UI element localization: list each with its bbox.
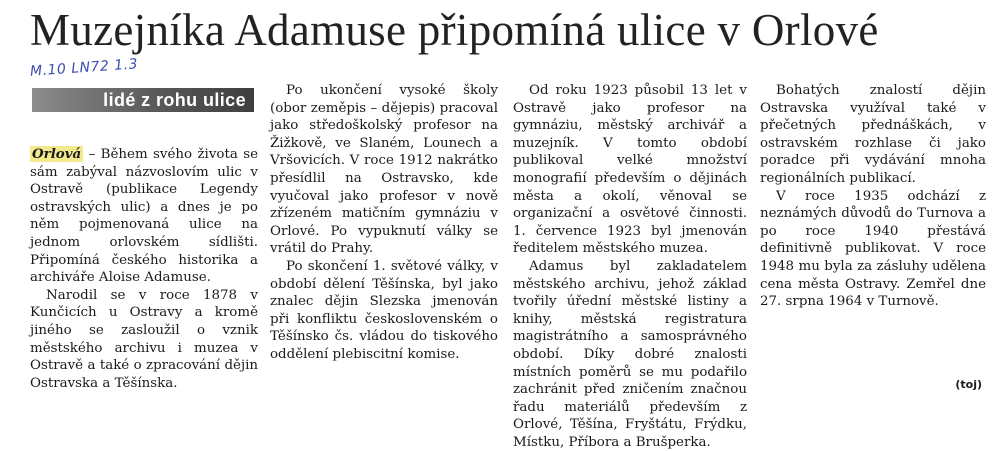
handwritten-note: M.10 LN72 1.3: [29, 56, 139, 80]
paragraph-birth: Narodil se v roce 1878 v Kunčicích u Ostravy a kromě jiného se zasloužil o vznik městského archivu i muzea v Ostravě a také o zpracování dějin Ostravska a Těšínska.: [30, 287, 258, 391]
section-rubric: lidé z rohu ulice: [32, 88, 254, 112]
lead-text: – Během svého života se sám zabýval názvoslovím ulic v Ostravě (publikace Legendy ostravských ulic) a dnes je po něm pojmenovaná ulice na jednom orlovském sídlišti. Připomíná českého historika a archiváře Aloise Adamuse.: [30, 147, 258, 286]
place-name: Orlová: [32, 146, 82, 162]
paragraph-archive: Adamus byl zakladatelem městského archivu, jehož základ tvořily úřední městské listiny a knihy, městská registratura magistrátního a samosprávného období. Díky dobré znalosti místních poměrů se mu podařilo zachránit před zničením značnou řadu materiálů především z Orlové, Těšína, Fryštátu, Frýdku, Místku, Příbora a Brušperka.: [513, 258, 747, 450]
headline: Muzejníka Adamuse připomíná ulice v Orlové: [30, 5, 879, 55]
paragraph-education: Po ukončení vysoké školy (obor zeměpis – dějepis) pracoval jako středoškolský profesor na Žižkově, ve Slaném, Lounech a Vršovicích. V roce 1912 nakrátko přesídlil na Ostravsko, kde vyučoval jako profesor v nově zřízeném matičním gymnáziu v Orlové. Po vypuknutí války se vrátil do Prahy.: [270, 83, 498, 257]
article-column-2: [270, 82, 498, 364]
paragraph-ostrava: Od roku 1923 působil 13 let v Ostravě jako profesor na gymnáziu, městský archivář a muzejník. V tomto období publikoval velké množství monografií především o dějinách města a okolí, věnoval se organizační a osvětové činnosti. 1. července 1923 byl jmenován ředitelem městského muzea.: [513, 83, 747, 257]
paragraph-war: Po skončení 1. světové války, v období dělení Těšínska, byl jako znalec dějin Slezska jmenován při konfliktu československém o Těšínsko čs. vládou do tiskového oddělení plebiscitní komise.: [270, 258, 498, 362]
article-column-3: [513, 82, 747, 451]
lead-paragraph: [30, 146, 258, 287]
article-column-4: [760, 82, 986, 311]
article-column-1: [30, 146, 258, 392]
paragraph-late-life: V roce 1935 odchází z neznámých důvodů do Turnova a po roce 1940 přestává definitivně publikovat. V roce 1948 mu byla za zásluhy udělena cena města Ostravy. Zemřel dne 27. srpna 1964 v Turnově.: [760, 188, 986, 310]
author-signature: (toj): [955, 378, 982, 391]
paragraph-lectures: Bohatých znalostí dějin Ostravska využíval také v přečetných přednáškách, v ostravském rozhlase či jako poradce při vydávání mnoha regionálních publikací.: [760, 83, 986, 186]
